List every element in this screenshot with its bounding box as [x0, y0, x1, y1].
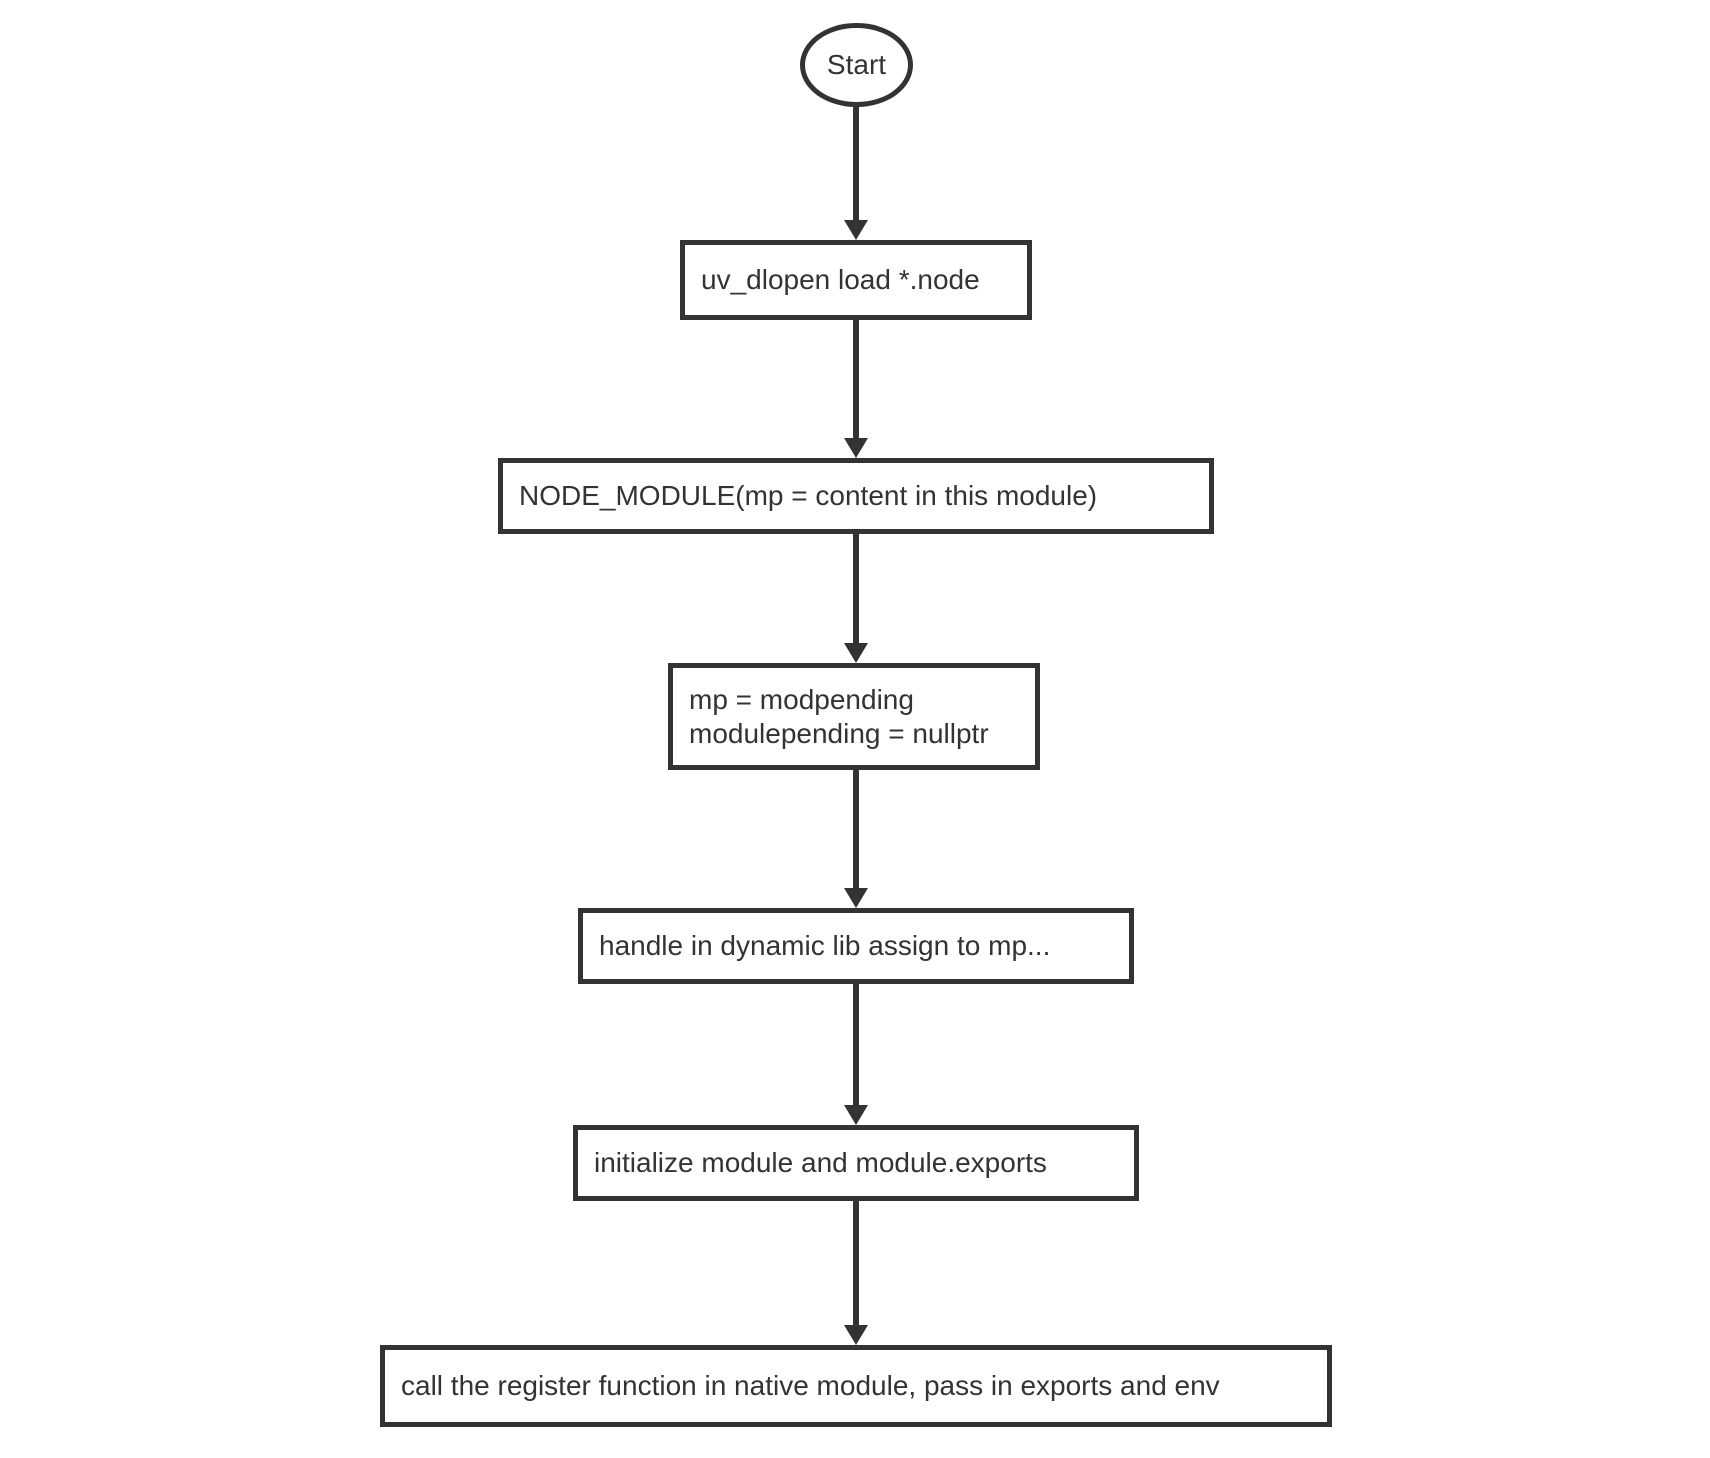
arrowhead-icon — [844, 1105, 868, 1125]
start-node-label: Start — [826, 49, 887, 80]
process-node-call-register — [380, 1345, 1332, 1427]
arrowhead-icon — [844, 643, 868, 663]
process-node-label: initialize module and module.exports — [594, 1147, 1047, 1178]
arrowhead-icon — [844, 220, 868, 240]
process-node-init-module — [573, 1125, 1139, 1201]
process-node-label: NODE_MODULE(mp = content in this module) — [519, 480, 1098, 511]
process-node-label-line1: mp = modpending — [689, 683, 914, 715]
process-node-mod-pending — [668, 663, 1040, 770]
process-node-label: handle in dynamic lib assign to mp... — [599, 930, 1051, 961]
process-node-label — [689, 683, 989, 751]
process-node-node-module — [498, 458, 1214, 534]
arrow-nodemodule-to-modpending — [844, 534, 868, 663]
arrow-init-to-register — [844, 1201, 868, 1345]
arrow-uvdlopen-to-nodemodule — [844, 320, 868, 458]
start-node — [800, 23, 913, 107]
arrowhead-icon — [844, 1325, 868, 1345]
process-node-uv-dlopen — [680, 240, 1032, 320]
process-node-label: uv_dlopen load *.node — [701, 264, 980, 295]
arrowhead-icon — [844, 888, 868, 908]
arrow-modpending-to-handle — [844, 770, 868, 908]
process-node-label-line2: modulepending = nullptr — [689, 717, 989, 749]
process-node-label: call the register function in native module, pass in exports and env — [401, 1370, 1220, 1401]
arrowhead-icon — [844, 438, 868, 458]
process-node-handle-assign — [578, 908, 1134, 984]
arrow-handle-to-init — [844, 984, 868, 1125]
arrow-start-to-uvdlopen — [844, 107, 868, 240]
